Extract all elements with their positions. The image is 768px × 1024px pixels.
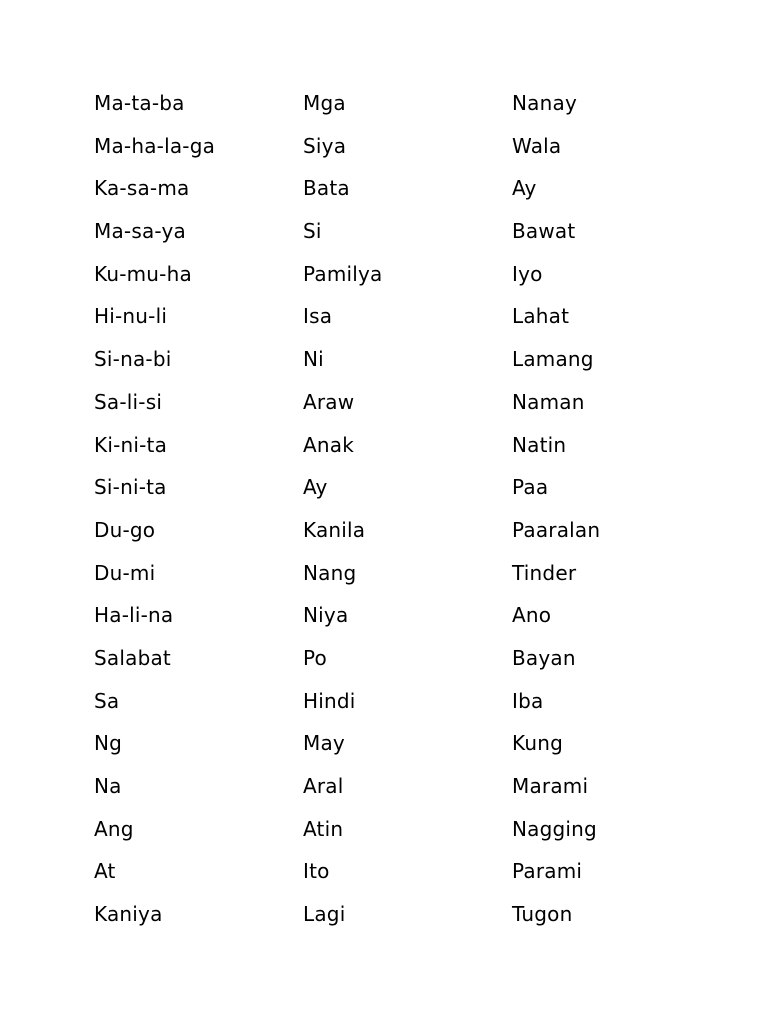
word-column-1: Sa xyxy=(94,688,120,713)
word-column-1: Ha-li-na xyxy=(94,603,174,628)
word-column-1: Si-na-bi xyxy=(94,347,172,372)
word-row xyxy=(0,428,768,471)
word-column-3: Iyo xyxy=(512,261,543,286)
word-column-2: Siya xyxy=(303,133,347,158)
word-column-3: Tinder xyxy=(512,560,577,585)
word-column-2: Anak xyxy=(303,432,354,457)
word-row xyxy=(0,129,768,172)
word-column-1: Kaniya xyxy=(94,902,163,927)
word-row xyxy=(0,897,768,940)
word-column-1: Ku-mu-ha xyxy=(94,261,192,286)
word-column-1: Ka-sa-ma xyxy=(94,176,190,201)
word-row xyxy=(0,556,768,599)
word-column-1: Ma-ha-la-ga xyxy=(94,133,216,158)
word-column-3: Nagging xyxy=(512,816,597,841)
word-column-1: Du-mi xyxy=(94,560,156,585)
word-column-2: Hindi xyxy=(303,688,356,713)
word-row xyxy=(0,171,768,214)
word-column-1: Sa-li-si xyxy=(94,389,163,414)
word-column-1: Ma-sa-ya xyxy=(94,219,186,244)
word-column-3: Tugon xyxy=(512,902,573,927)
word-row xyxy=(0,812,768,855)
word-column-3: Marami xyxy=(512,774,589,798)
word-row xyxy=(0,86,768,129)
word-row xyxy=(0,513,768,556)
word-column-2: Isa xyxy=(303,304,333,329)
word-column-1: Ki-ni-ta xyxy=(94,432,168,457)
word-column-1: Ma-ta-ba xyxy=(94,91,185,115)
word-row xyxy=(0,214,768,257)
word-column-1: Salabat xyxy=(94,645,171,670)
word-column-1: Ang xyxy=(94,816,134,841)
word-column-2: Po xyxy=(303,645,327,670)
word-row xyxy=(0,385,768,428)
word-column-2: Ay xyxy=(303,475,328,500)
word-column-1: Na xyxy=(94,774,122,798)
word-column-2: Araw xyxy=(303,389,355,414)
word-row xyxy=(0,684,768,727)
word-column-2: Bata xyxy=(303,176,350,201)
word-column-1: Du-go xyxy=(94,517,156,542)
word-column-3: Natin xyxy=(512,432,567,457)
word-column-3: Bawat xyxy=(512,219,576,244)
word-column-2: Nang xyxy=(303,560,357,585)
word-list xyxy=(0,86,768,940)
word-column-2: May xyxy=(303,731,345,756)
word-column-3: Bayan xyxy=(512,645,576,670)
word-column-2: Niya xyxy=(303,603,349,628)
word-column-2: Aral xyxy=(303,774,344,798)
word-column-3: Ay xyxy=(512,176,537,201)
word-row xyxy=(0,769,768,812)
word-column-2: Atin xyxy=(303,816,344,841)
word-column-3: Wala xyxy=(512,133,562,158)
word-column-2: Ito xyxy=(303,859,330,884)
word-row xyxy=(0,598,768,641)
word-column-3: Naman xyxy=(512,389,585,414)
word-column-3: Paa xyxy=(512,475,549,500)
word-column-3: Kung xyxy=(512,731,563,756)
word-row xyxy=(0,299,768,342)
word-column-1: Si-ni-ta xyxy=(94,475,167,500)
word-column-2: Lagi xyxy=(303,902,346,927)
word-column-2: Si xyxy=(303,219,322,244)
word-column-3: Nanay xyxy=(512,91,577,115)
word-row xyxy=(0,470,768,513)
word-column-2: Mga xyxy=(303,91,346,115)
word-row xyxy=(0,854,768,897)
word-column-2: Kanila xyxy=(303,517,366,542)
word-column-3: Lahat xyxy=(512,304,570,329)
word-column-2: Pamilya xyxy=(303,261,383,286)
word-column-3: Iba xyxy=(512,688,544,713)
word-column-3: Lamang xyxy=(512,347,594,372)
word-row xyxy=(0,257,768,300)
word-column-1: Hi-nu-li xyxy=(94,304,168,329)
word-row xyxy=(0,342,768,385)
word-column-2: Ni xyxy=(303,347,324,372)
word-row xyxy=(0,641,768,684)
word-row xyxy=(0,726,768,769)
word-column-3: Parami xyxy=(512,859,583,884)
word-column-3: Ano xyxy=(512,603,552,628)
word-column-1: Ng xyxy=(94,731,123,756)
word-column-3: Paaralan xyxy=(512,517,601,542)
word-column-1: At xyxy=(94,859,116,884)
